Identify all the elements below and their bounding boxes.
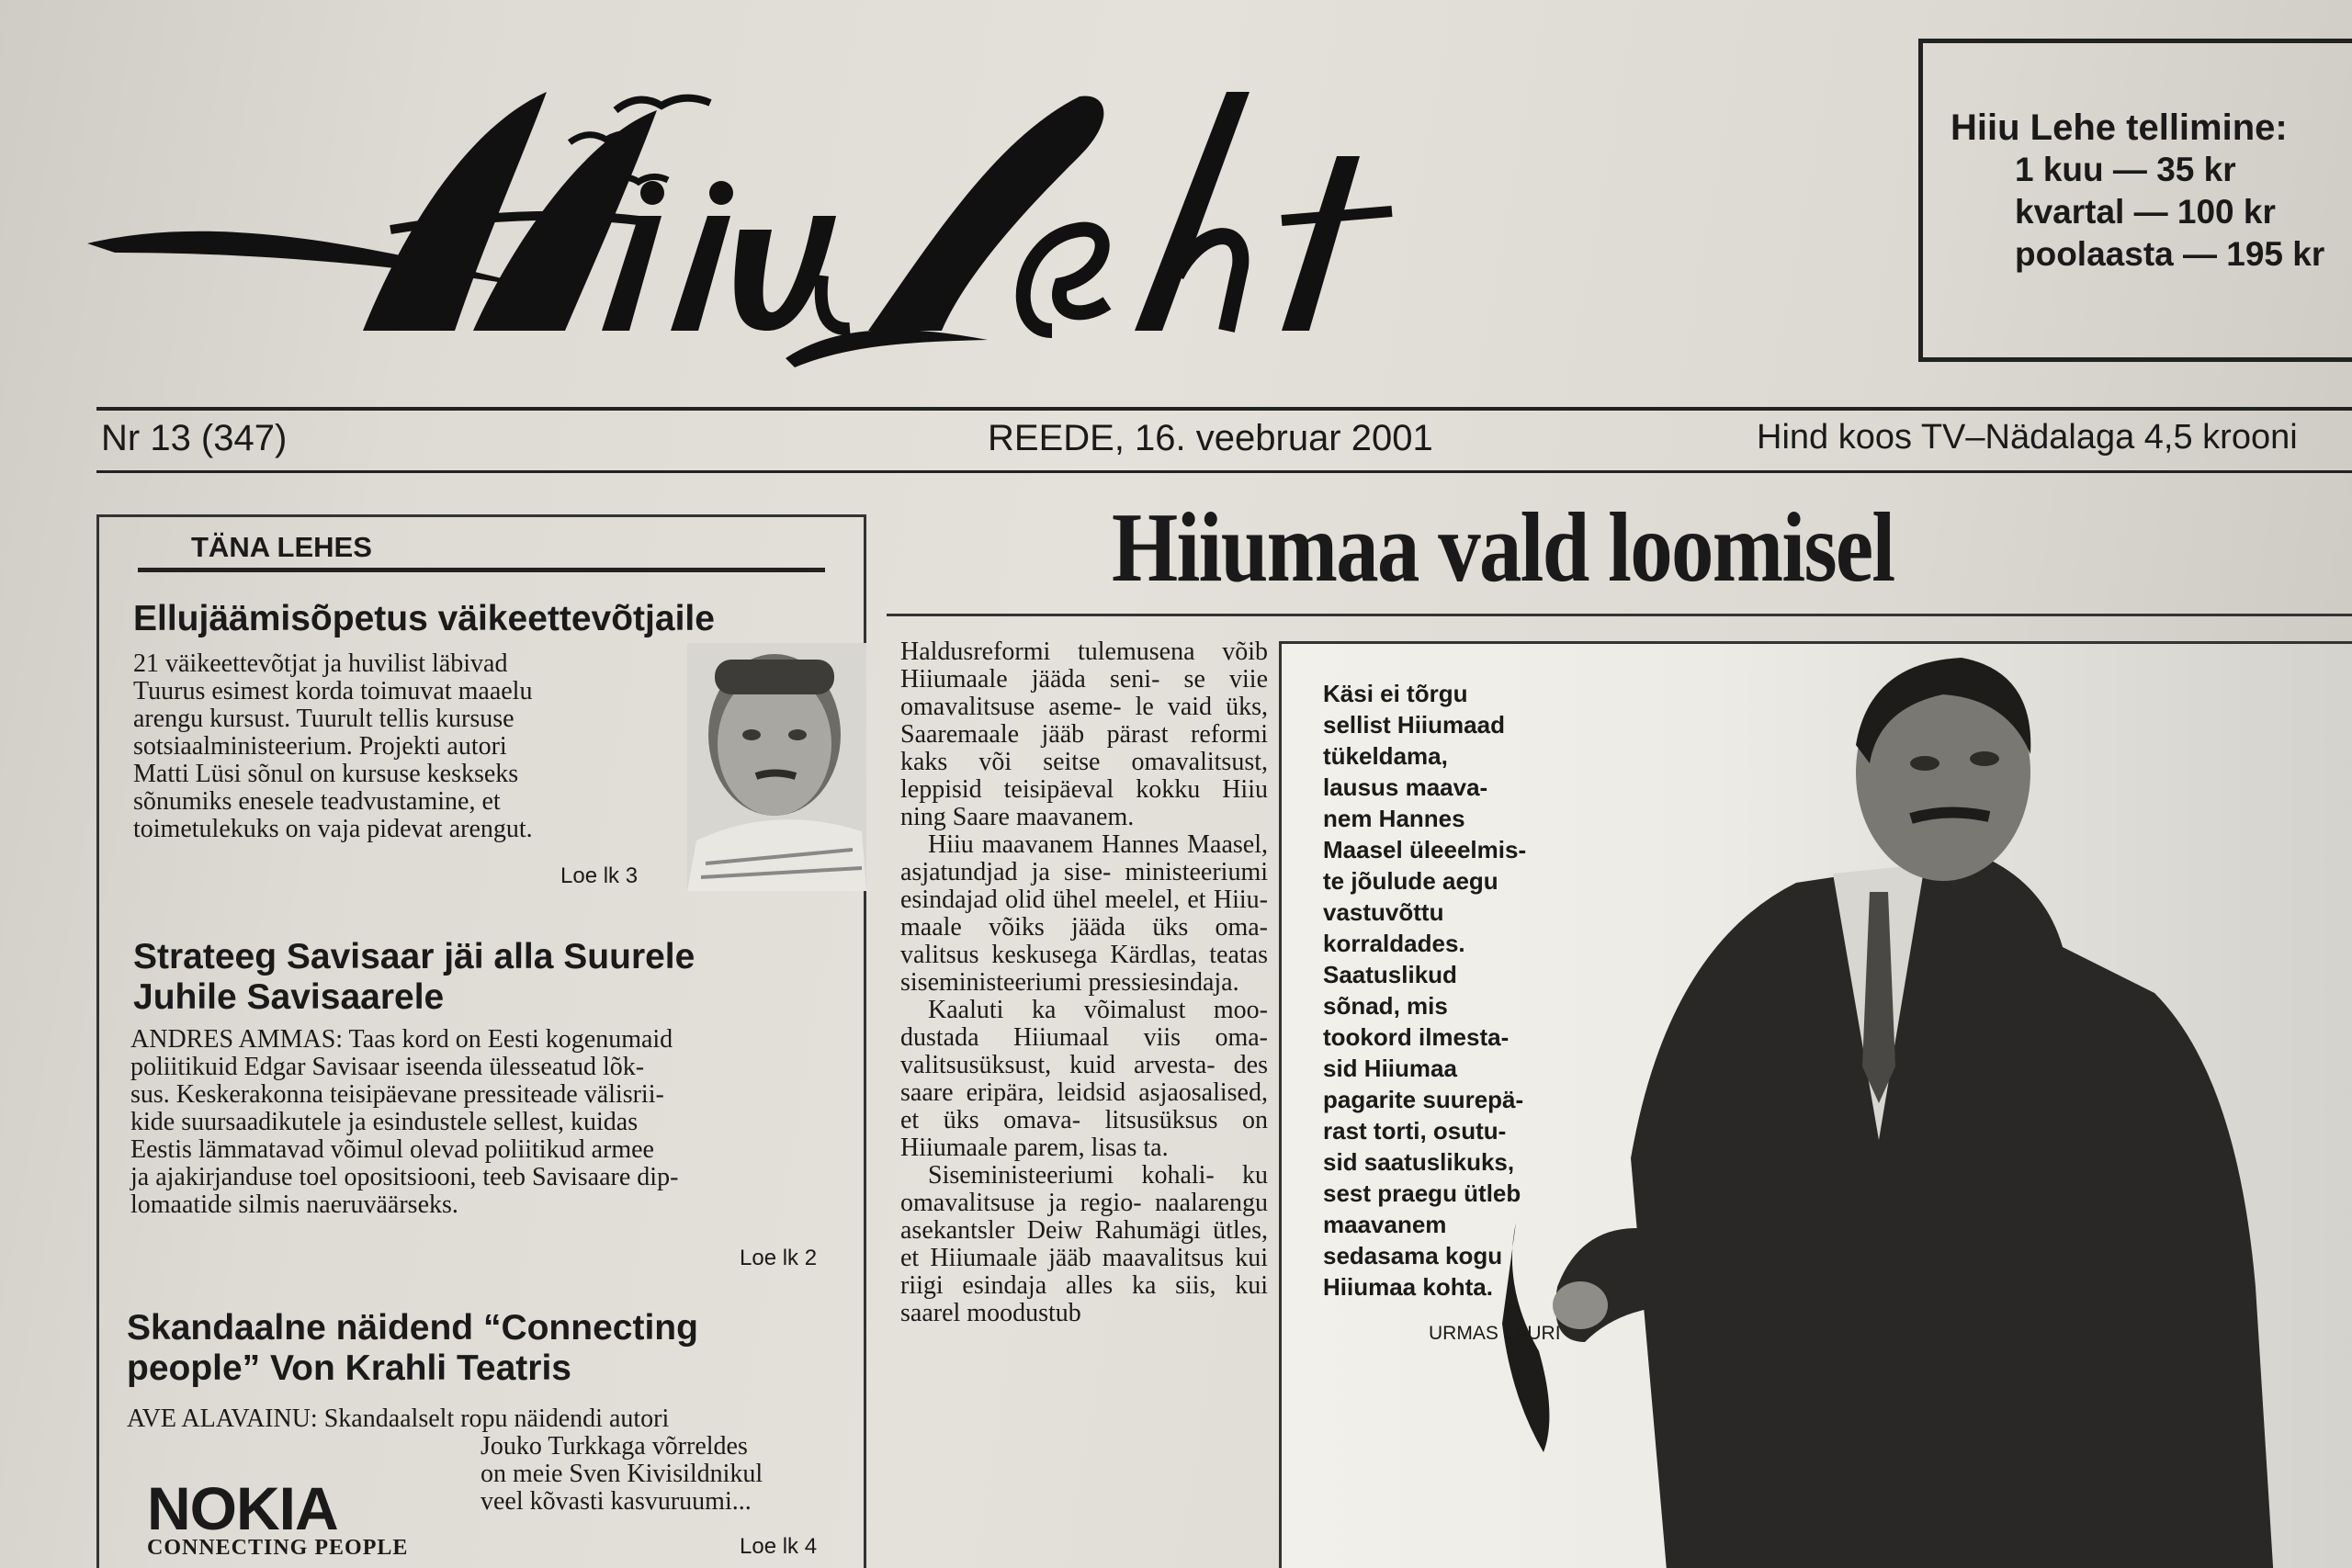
body-line: 21 väikeettevõtjat ja huvilist läbivad <box>133 649 508 678</box>
toc-headline <box>127 1308 698 1389</box>
caption-line: korraldades. <box>1323 930 1465 957</box>
subscription-line: 1 kuu — 35 kr <box>2015 151 2236 188</box>
headline-line: Juhile Savisaarele <box>133 977 445 1017</box>
article-paragraph: Haldusreformi tulemusena võib Hiiumaale jääda seni- se viie omavalitsuse aseme- le vaid üks, Saaremaale jääb pärast reformi kaks või seitse omavalitsust, leppisid teisipäeval kokku Hiiu ning Saare maavanem. <box>900 637 1269 831</box>
headline-line: Skandaalne näidend “Connecting <box>127 1308 698 1348</box>
caption-line: rast torti, osutu- <box>1323 1117 1507 1145</box>
toc-body <box>133 650 684 843</box>
main-headline: Hiiumaa vald loomisel <box>1112 493 1894 603</box>
body-line: ANDRES AMMAS: Taas kord on Eesti kogenumaid <box>130 1025 673 1054</box>
caption-line: nem Hannes <box>1323 805 1465 832</box>
caption-line: Maasel üleeelmis- <box>1323 836 1527 863</box>
headline-line: people” Von Krahli Teatris <box>127 1348 571 1388</box>
nokia-logo: NOKIA <box>147 1474 338 1542</box>
body-line: kide suursaadikutele ja esindustele sellest, kuidas <box>130 1108 639 1136</box>
caption-line: Käsi ei tõrgu <box>1323 680 1468 707</box>
subscription-line: kvartal — 100 kr <box>2015 193 2276 231</box>
body-line: lomaatide silmis naeruväärseks. <box>130 1190 458 1219</box>
article-paragraph: Hiiu maavanem Hannes Maasel, asjatundjad ja sise- ministeeriumi esindajad olid ühel meelel, et Hiiu- maale võiks jääda üks oma- valitsus keskusega Kärdlas, teatas siseministeeriumi pressiesindaja. <box>900 830 1269 997</box>
body-line: AVE ALAVAINU: Skandaalselt ropu näidendi autori <box>127 1404 670 1433</box>
body-line: sõnumiks enesele teadvustamine, et <box>133 787 501 816</box>
caption-line: lausus maava- <box>1323 773 1488 801</box>
caption-line: vastuvõttu <box>1323 898 1444 926</box>
issue-number: Nr 13 (347) <box>101 418 288 458</box>
body-line: Eestis lämmatavad võimul olevad poliitikud armee <box>130 1135 654 1164</box>
caption-line: pagarite suurepä- <box>1323 1086 1524 1113</box>
body-line: Jouko Turkkaga võrreldes <box>481 1432 748 1461</box>
masthead-logo <box>87 55 1815 386</box>
portrait-photo <box>687 643 866 891</box>
logo-wordmark <box>87 55 1815 386</box>
photo-credit: URMAS LAURI <box>1429 1323 1561 1344</box>
caption-line: tookord ilmesta- <box>1323 1023 1510 1051</box>
body-line: ja ajakirjanduse toel opositsiooni, teeb Savisaare dip- <box>130 1163 679 1191</box>
caption-line: Saatuslikud <box>1323 961 1457 988</box>
body-line: Matti Lüsi sõnul on kursuse keskseks <box>133 760 519 788</box>
caption-line: sõnad, mis <box>1323 992 1448 1020</box>
body-line: toimetulekuks on vaja pidevat arengut. <box>133 815 533 843</box>
body-line: sotsiaalministeerium. Projekti autori <box>133 732 507 761</box>
issue-price: Hind koos TV–Nädalaga 4,5 krooni <box>1757 418 2298 457</box>
subscription-line: poolaasta — 195 kr <box>2015 235 2325 273</box>
subscription-box <box>1918 39 2352 362</box>
page-reference: Loe lk 3 <box>560 863 639 888</box>
masthead-rule-top <box>96 407 2352 411</box>
article-paragraph: Siseministeeriumi kohali- ku omavalitsuse ja regio- naalarengu asekantsler Deiw Rahumägi ütles, et Hiiumaale jääb maavalitsus kui riigi esindaja alles ka siis, kui saarel moodustub <box>900 1161 1269 1327</box>
body-line: Tuurus esimest korda toimuvat maaelu <box>133 677 533 705</box>
caption-line: sedasama kogu <box>1323 1242 1503 1269</box>
caption-line: Hiiumaa kohta. <box>1323 1273 1493 1301</box>
body-line: sus. Keskerakonna teisipäevane pressiteade välisrii- <box>130 1080 664 1109</box>
toc-heading: TÄNA LEHES <box>191 531 372 563</box>
main-article-text <box>900 638 1268 1327</box>
body-line: arengu kursust. Tuurult tellis kursuse <box>133 705 514 733</box>
page-reference: Loe lk 4 <box>740 1534 818 1559</box>
caption-line: sest praegu ütleb <box>1323 1179 1521 1207</box>
body-line: on meie Sven Kivisildnikul <box>481 1460 763 1488</box>
caption-line: sid saatuslikuks, <box>1323 1148 1515 1176</box>
nokia-ad <box>147 1474 409 1561</box>
subscription-title: Hiiu Lehe tellimine: <box>1951 107 2288 148</box>
main-rule <box>887 614 2352 616</box>
caption-line: maavanem <box>1323 1211 1447 1238</box>
caption-line: te jõulude aegu <box>1323 867 1498 895</box>
page-reference: Loe lk 2 <box>740 1246 818 1270</box>
photo-caption <box>1323 678 1589 1303</box>
issue-date: REEDE, 16. veebruar 2001 <box>988 418 1433 458</box>
toc-headline: Ellujäämisõpetus väikeettevõtjaile <box>133 599 715 638</box>
body-line: veel kõvasti kasvuruumi... <box>481 1487 752 1516</box>
caption-line: sid Hiiumaa <box>1323 1055 1457 1082</box>
headline-line: Strateeg Savisaar jäi alla Suurele <box>133 937 695 976</box>
article-paragraph: Kaaluti ka võimalust moo- dustada Hiiumaal viis oma- valitsusüksust, kuid arvesta- des saare eripära, leidsid asjaosalised, et üks omava- litsusüksus on Hiiumaale parem, lisas ta. <box>900 996 1268 1162</box>
toc-body <box>130 1026 856 1219</box>
body-line: poliitikuid Edgar Savisaar iseenda ülesseatud lõk- <box>130 1053 645 1081</box>
nokia-tagline: CONNECTING PEOPLE <box>147 1536 409 1560</box>
caption-line: sellist Hiiumaad <box>1323 711 1505 739</box>
toc-rule <box>138 568 825 572</box>
masthead-rule-bottom <box>96 470 2352 473</box>
caption-line: tükeldama, <box>1323 742 1448 770</box>
toc-headline <box>133 937 695 1018</box>
